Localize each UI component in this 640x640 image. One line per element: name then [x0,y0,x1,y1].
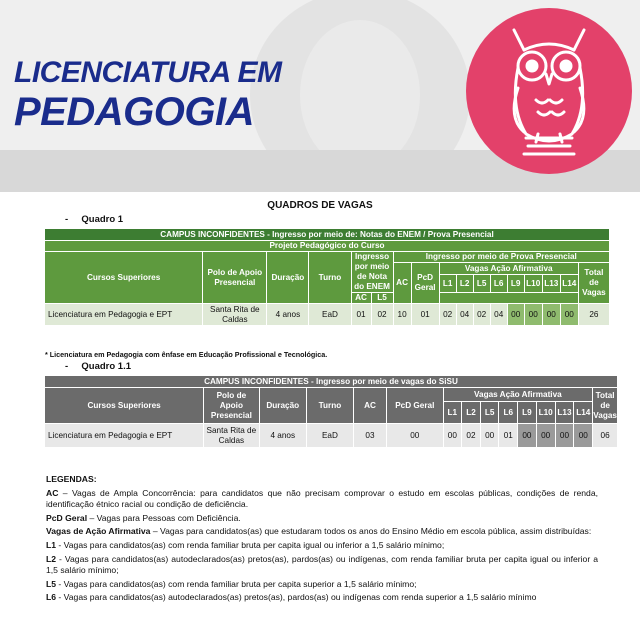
quadro1-footnote: * Licenciatura em Pedagogia com ênfase em Educação Profissional e Tecnológica. [45,350,328,359]
col-vagas-afirmativa: Vagas Ação Afirmativa [439,263,578,275]
header-banner [0,0,640,192]
col-polo-11: Polo de Apoio Presencial [204,388,259,424]
cell-duracao-11: 4 anos [259,424,306,448]
col-l14: L14 [560,275,578,293]
legend-term: AC [46,487,59,498]
cell-l6-11: 01 [499,424,518,448]
col-l6: L6 [490,275,507,293]
cell-enem-l5: 02 [371,304,393,326]
cell-polo: Santa Rita de Caldas [203,304,267,326]
legend-text: – Vagas para candidatos(as) que estudaram todos os anos do Ensino Médio em escola pública, assim distribuídas: [150,526,592,537]
col-l1-11: L1 [443,402,462,424]
cell-turno: EaD [309,304,351,326]
col-duracao-11: Duração [259,388,306,424]
cell-pcd: 01 [411,304,439,326]
legend-text: – Vagas para Pessoas com Deficiência. [87,512,241,523]
cell-l9: 00 [507,304,524,326]
cell-l1-11: 00 [443,424,462,448]
cell-l5: 02 [473,304,490,326]
legend-text: - Vagas para candidatos(as) autodeclarados(as) pretos(as), pardos(as) ou indígenas, com renda familiar bruta per capita igual ou inferior a 1,5 salário mínimo; [46,553,598,575]
col-polo: Polo de Apoio Presencial [203,252,267,304]
quadro11-table [44,375,618,448]
cell-l13: 00 [542,304,560,326]
col-l14-11: L14 [574,402,593,424]
col-l2: L2 [456,275,473,293]
legend-term: L1 [46,540,57,551]
col-l9-11: L9 [518,402,537,424]
cell-l2: 04 [456,304,473,326]
col-cursos: Cursos Superiores [45,252,203,304]
cell-l14-11: 00 [574,424,593,448]
cell-l1: 02 [439,304,456,326]
legend-text: - Vagas para candidatos(as) com renda familiar bruta per capita superior a 1,5 salário mínimo; [56,578,417,589]
cell-curso: Licenciatura em Pedagogia e EPT [45,304,203,326]
cell-duracao: 4 anos [267,304,309,326]
quadro1-label-text: Quadro 1 [81,214,124,225]
col-total-11: Total de Vagas [593,388,618,424]
spacer-cell [439,293,578,304]
legend-item [46,554,598,576]
legend-title: LEGENDAS: [46,474,97,484]
col-l5: L5 [473,275,490,293]
quadro1-header: CAMPUS INCONFIDENTES - Ingresso por meio de: Notas do ENEM / Prova Presencial [45,229,610,241]
cell-pcd-11: 00 [387,424,443,448]
col-l10-11: L10 [536,402,555,424]
quadro1-label: - Quadro 1 [65,214,124,225]
col-l2-11: L2 [462,402,481,424]
cell-curso-11: Licenciatura em Pedagogia e EPT [45,424,204,448]
course-title-line2: PEDAGOGIA [14,90,254,134]
legend-item [46,579,598,590]
col-l10: L10 [524,275,542,293]
legend-item [46,513,598,524]
cell-l6: 04 [490,304,507,326]
table-row [45,304,610,326]
cell-turno-11: EaD [306,424,353,448]
col-turno-11: Turno [306,388,353,424]
document-title: QUADROS DE VAGAS [267,200,373,211]
legend-item [46,592,598,603]
cell-l13-11: 00 [555,424,574,448]
cell-l10: 00 [524,304,542,326]
sub-enem-ac: AC [351,293,371,304]
legend-item [46,488,598,510]
legend-text: - Vagas para candidatos(as) com renda familiar bruta per capita igual ou inferior a 1,5 salário mínimo; [56,540,445,551]
legend-section [46,474,598,606]
cell-total-11: 06 [593,424,618,448]
cell-ac: 10 [393,304,411,326]
cell-polo-11: Santa Rita de Caldas [204,424,259,448]
cell-l2-11: 02 [462,424,481,448]
quadro1-subheader: Projeto Pedagógico do Curso [45,241,610,252]
owl-logo [466,8,632,174]
col-cursos-11: Cursos Superiores [45,388,204,424]
cell-l5-11: 00 [480,424,499,448]
col-vagas-afirmativa-11: Vagas Ação Afirmativa [443,388,593,402]
table-row [45,424,618,448]
quadro11-header: CAMPUS INCONFIDENTES - Ingresso por meio de vagas do SiSU [45,376,618,388]
col-l6-11: L6 [499,402,518,424]
col-enem: Ingresso por meio de Nota do ENEM [351,252,393,293]
quadro11-label-text: Quadro 1.1 [81,361,131,372]
legend-item [46,540,598,551]
cell-ac-11: 03 [353,424,386,448]
legend-item [46,526,598,537]
col-l5-11: L5 [480,402,499,424]
cell-total: 26 [578,304,609,326]
cell-l14: 00 [560,304,578,326]
col-pcd-11: PcD Geral [387,388,443,424]
legend-term: PcD Geral [46,512,88,523]
legend-term: Vagas de Ação Afirmativa [46,526,151,537]
cell-l10-11: 00 [536,424,555,448]
col-turno: Turno [309,252,351,304]
course-title-line1: LICENCIATURA EM [14,56,282,89]
col-ac: AC [393,263,411,304]
legend-text: – Vagas de Ampla Concorrência: para candidatos que não precisam comprovar o estudo em escolas públicas, condições de renda, identificação étnico racial ou condição de deficiência. [46,487,598,509]
cell-l9-11: 00 [518,424,537,448]
legend-term: L5 [46,578,57,589]
legend-term: L6 [46,592,57,603]
legend-text: - Vagas para candidatos(as) autodeclarados(as) pretos(as), pardos(as) ou indígenas com renda superior a 1,5 salário mínimo [56,592,537,603]
quadro11-label: - Quadro 1.1 [65,361,131,372]
cell-enem-ac: 01 [351,304,371,326]
col-duracao: Duração [267,252,309,304]
document-body [0,192,640,640]
col-total: Total de Vagas [578,263,609,304]
col-prova: Ingresso por meio de Prova Presencial [393,252,609,263]
col-ac-11: AC [353,388,386,424]
col-l13-11: L13 [555,402,574,424]
col-l1: L1 [439,275,456,293]
sub-enem-l5: L5 [371,293,393,304]
background-owl-shape-inner [300,20,420,170]
owl-icon [466,8,632,174]
col-l9: L9 [507,275,524,293]
quadro1-table [44,228,610,326]
col-pcd: PcD Geral [411,263,439,304]
legend-term: L2 [46,553,57,564]
col-l13: L13 [542,275,560,293]
